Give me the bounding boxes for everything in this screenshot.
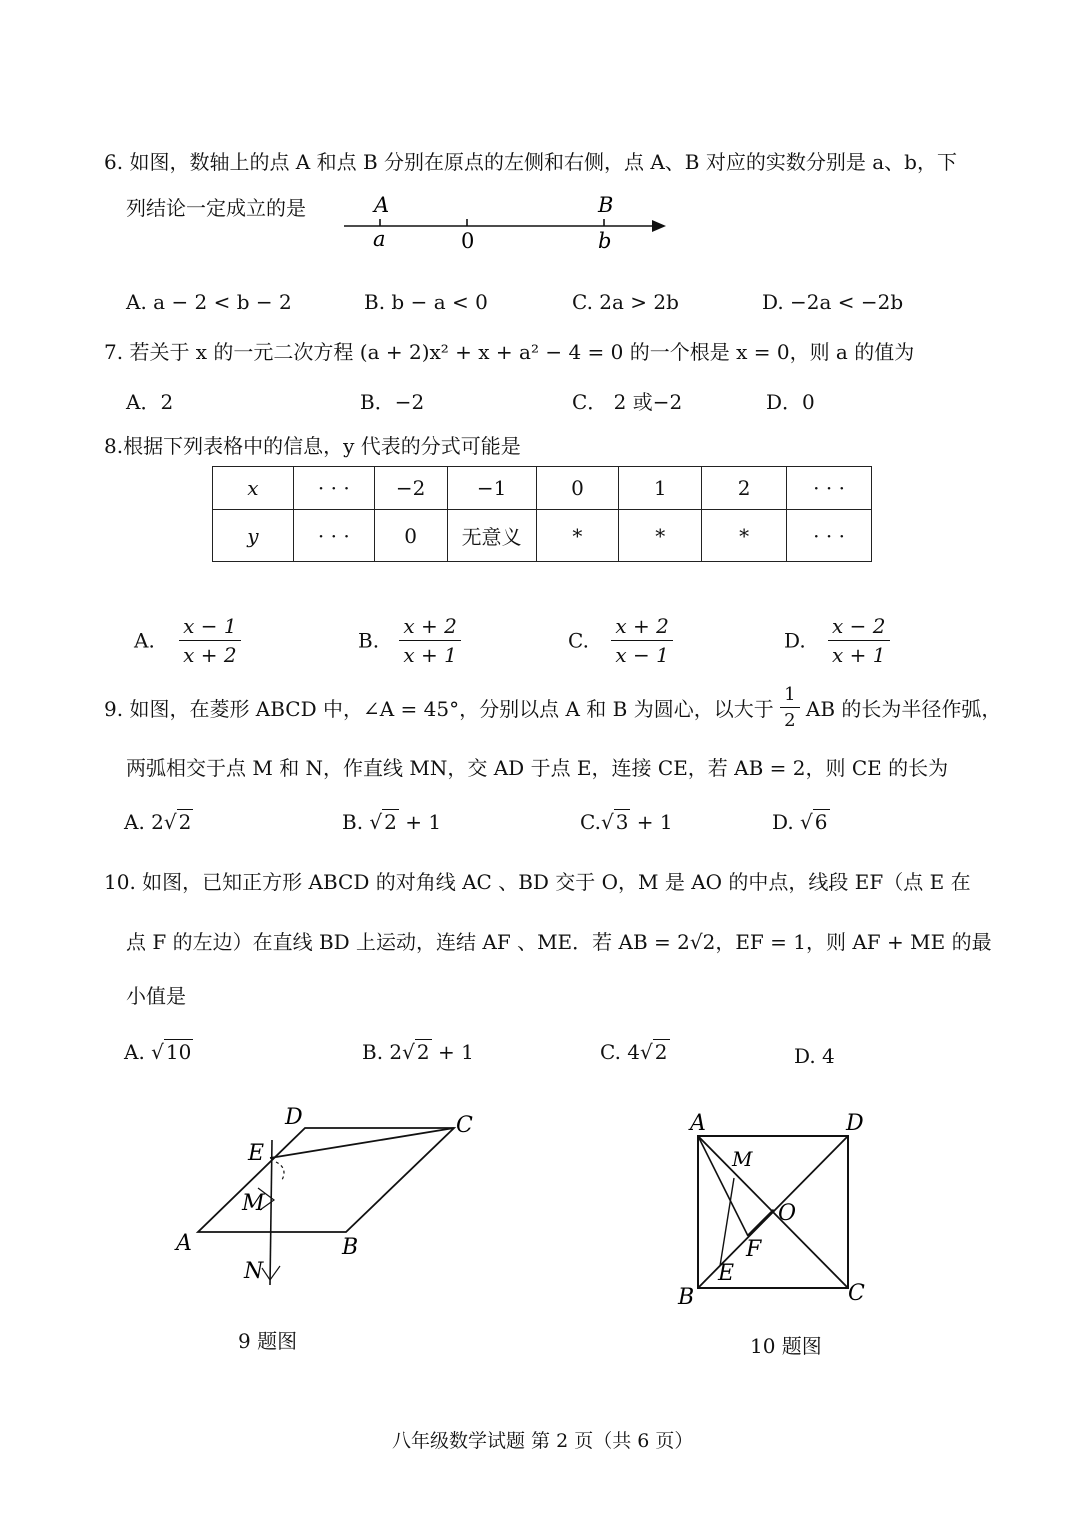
number-line-figure [330, 188, 680, 258]
label-e: E [718, 1261, 735, 1286]
figure-10-square [670, 1100, 900, 1310]
table-cell: 0 [536, 467, 619, 510]
q9-option-b: B. √ 2 + 1 [342, 810, 442, 834]
fraction-one-half: $\frac{1}{2}$ [780, 684, 799, 731]
q10-option-d: D. 4 [794, 1044, 835, 1068]
label-d: D [285, 1105, 303, 1130]
q7-option-d: D．0 [766, 390, 815, 414]
label-o: O [778, 1201, 797, 1226]
q8-option-c: C. $\frac{x + 2}{x - 1}$ [568, 614, 673, 667]
label-e: E [248, 1141, 265, 1166]
figure-10-caption: 10 题图 [750, 1334, 822, 1358]
q6-stem-line2: 列结论一定成立的是 [126, 196, 306, 220]
table-cell: · · · [787, 510, 872, 562]
number-line-label-zero: 0 [461, 229, 475, 253]
label-c: C [848, 1281, 865, 1306]
label-a: A [690, 1111, 706, 1136]
q9-option-c: C.√ 3 + 1 [580, 810, 673, 834]
label-a: A [176, 1231, 192, 1256]
table-cell: x [213, 467, 294, 510]
figure-9-caption: 9 题图 [238, 1329, 298, 1353]
q8-value-table [212, 466, 872, 562]
table-cell: * [536, 510, 619, 562]
label-m: M [732, 1147, 753, 1171]
label-c: C [456, 1113, 473, 1138]
table-cell: 无意义 [447, 510, 536, 562]
table-cell: 1 [619, 467, 702, 510]
label-n: N [244, 1259, 264, 1284]
table-row [213, 510, 872, 562]
q9-stem-line1: 9. 如图，在菱形 ABCD 中，∠A = 45°，分别以点 A 和 B 为圆心，以大于 $\frac{1}{2}$ AB 的长为半径作弧， [104, 684, 1002, 731]
label-f: F [746, 1237, 762, 1262]
rhombus-abcd [198, 1128, 454, 1232]
table-cell: · · · [293, 510, 374, 562]
q10-stem-line2: 点 F 的左边）在直线 BD 上运动，连结 AF 、ME．若 AB = 2√2，EF = 1，则 AF + ME 的最 [126, 930, 992, 954]
q7-stem: 7. 若关于 x 的一元二次方程 (a + 2)x² + x + a² − 4 = 0 的一个根是 x = 0，则 a 的值为 [104, 340, 915, 364]
q6-option-d: D. −2a < −2b [762, 290, 904, 314]
table-cell: 2 [702, 467, 787, 510]
table-cell: · · · [293, 467, 374, 510]
q10-option-c: C. 4√ 2 [600, 1040, 668, 1064]
number-line-label-b: b [598, 229, 612, 253]
q10-stem-line1: 10. 如图，已知正方形 ABCD 的对角线 AC 、BD 交于 O，M 是 AO 的中点，线段 EF（点 E 在 [104, 870, 971, 894]
segment-ef [748, 1210, 774, 1236]
figure-9-rhombus [170, 1100, 490, 1300]
q6-option-b: B. b − a < 0 [364, 290, 488, 314]
q8-option-d: D. $\frac{x - 2}{x + 1}$ [784, 614, 890, 667]
q7-option-a: A．2 [126, 390, 174, 414]
number-line-point-b: B [598, 193, 614, 217]
table-cell: 0 [374, 510, 447, 562]
number-line-label-a: a [373, 227, 386, 251]
fraction: $\frac{x + 2}{x + 1}$ [399, 614, 460, 667]
number-line-point-a: A [374, 193, 390, 217]
q8-option-a: A. $\frac{x - 1}{x + 2}$ [134, 614, 241, 667]
q10-option-a: A. √ 10 [124, 1040, 192, 1064]
table-cell: −2 [374, 467, 447, 510]
q10-stem-line3: 小值是 [126, 984, 186, 1008]
q9-option-a: A. 2√ 2 [124, 810, 192, 834]
q6-option-c: C. 2a > 2b [572, 290, 679, 314]
table-cell: −1 [447, 467, 536, 510]
page-footer: 八年级数学试题 第 2 页（共 6 页） [392, 1430, 694, 1452]
q9-stem-line2: 两弧相交于点 M 和 N，作直线 MN，交 AD 于点 E，连接 CE，若 AB = 2，则 CE 的长为 [126, 756, 949, 780]
label-d: D [846, 1111, 864, 1136]
label-b: B [678, 1285, 695, 1310]
q8-option-b: B. $\frac{x + 2}{x + 1}$ [358, 614, 461, 667]
table-cell: · · · [787, 467, 872, 510]
number-line-arrow-icon [652, 220, 666, 232]
fraction: $\frac{x - 1}{x + 2}$ [179, 614, 240, 667]
table-cell: * [619, 510, 702, 562]
label-b: B [342, 1235, 359, 1260]
table-cell: y [213, 510, 294, 562]
q6-stem-line1: 6. 如图，数轴上的点 A 和点 B 分别在原点的左侧和右侧，点 A、B 对应的实数分别是 a、b，下 [104, 150, 957, 174]
table-cell: * [702, 510, 787, 562]
q7-option-b: B．−2 [360, 390, 425, 414]
table-row [213, 467, 872, 510]
q9-option-d: D. √ 6 [772, 810, 828, 834]
label-m: M [242, 1191, 265, 1216]
q6-option-a: A. a − 2 < b − 2 [126, 290, 292, 314]
q10-option-b: B. 2√ 2 + 1 [362, 1040, 474, 1064]
q7-option-c: C． 2 或−2 [572, 390, 683, 414]
fraction: $\frac{x - 2}{x + 1}$ [828, 614, 889, 667]
fraction: $\frac{x + 2}{x - 1}$ [611, 614, 672, 667]
q8-stem: 8.根据下列表格中的信息，y 代表的分式可能是 [104, 434, 521, 458]
